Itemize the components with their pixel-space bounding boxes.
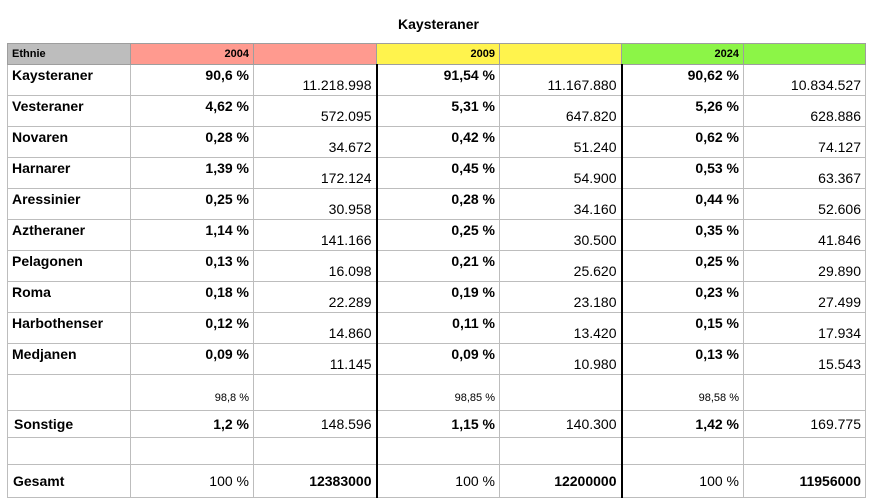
share-2024: 0,53 % (622, 158, 744, 189)
share-2004: 0,13 % (131, 251, 254, 282)
ethnicity-table (7, 43, 866, 498)
count-2024: 74.127 (744, 127, 866, 158)
table-row (8, 127, 866, 158)
table-row (8, 344, 866, 375)
total-row (8, 465, 866, 498)
ethnie-name: Vesteraner (8, 96, 131, 127)
header-year-2004: 2004 (131, 44, 254, 65)
count-2024: 17.934 (744, 313, 866, 344)
count-2009: 54.900 (500, 158, 622, 189)
subtotal-2009-empty (500, 375, 622, 411)
count-2009: 11.167.880 (500, 65, 622, 96)
spacer-cell (131, 438, 254, 465)
sonstige-count-2004: 148.596 (254, 411, 377, 438)
header-row (8, 44, 866, 65)
count-2024: 63.367 (744, 158, 866, 189)
share-2009: 0,11 % (377, 313, 500, 344)
ethnie-name: Harnarer (8, 158, 131, 189)
header-2004-fill (254, 44, 377, 65)
ethnie-name: Medjanen (8, 344, 131, 375)
share-2024: 0,62 % (622, 127, 744, 158)
table-row (8, 96, 866, 127)
count-2024: 628.886 (744, 96, 866, 127)
subtotal-2004: 98,8 % (131, 375, 254, 411)
header-2009-fill (500, 44, 622, 65)
header-ethnie: Ethnie (8, 44, 131, 65)
sonstige-name: Sonstige (8, 411, 131, 438)
spacer-cell (500, 438, 622, 465)
ethnie-name: Harbothenser (8, 313, 131, 344)
share-2009: 0,09 % (377, 344, 500, 375)
sonstige-row (8, 411, 866, 438)
count-2009: 10.980 (500, 344, 622, 375)
subtotal-2024: 98,58 % (622, 375, 744, 411)
share-2024: 0,44 % (622, 189, 744, 220)
spacer-cell (8, 438, 131, 465)
subtotal-label (8, 375, 131, 411)
gesamt-name: Gesamt (8, 465, 131, 498)
subtotal-2024-empty (744, 375, 866, 411)
table-row (8, 282, 866, 313)
count-2024: 52.606 (744, 189, 866, 220)
count-2024: 27.499 (744, 282, 866, 313)
share-2009: 0,28 % (377, 189, 500, 220)
table-row (8, 65, 866, 96)
share-2024: 0,23 % (622, 282, 744, 313)
ethnie-name: Pelagonen (8, 251, 131, 282)
sonstige-share-2004: 1,2 % (131, 411, 254, 438)
count-2004: 572.095 (254, 96, 377, 127)
ethnie-name: Novaren (8, 127, 131, 158)
share-2004: 0,18 % (131, 282, 254, 313)
count-2004: 11.145 (254, 344, 377, 375)
share-2024: 0,25 % (622, 251, 744, 282)
sonstige-count-2009: 140.300 (500, 411, 622, 438)
header-year-2009: 2009 (377, 44, 500, 65)
share-2004: 0,09 % (131, 344, 254, 375)
header-2024-fill (744, 44, 866, 65)
count-2004: 34.672 (254, 127, 377, 158)
count-2004: 16.098 (254, 251, 377, 282)
table-row (8, 189, 866, 220)
count-2004: 141.166 (254, 220, 377, 251)
count-2024: 29.890 (744, 251, 866, 282)
share-2024: 5,26 % (622, 96, 744, 127)
gesamt-count-2009: 12200000 (500, 465, 622, 498)
ethnie-name: Roma (8, 282, 131, 313)
table-title: Kaysteraner (398, 16, 479, 32)
spacer-cell (377, 438, 500, 465)
share-2004: 1,14 % (131, 220, 254, 251)
count-2009: 23.180 (500, 282, 622, 313)
count-2004: 14.860 (254, 313, 377, 344)
ethnie-name: Aztheraner (8, 220, 131, 251)
header-year-2024: 2024 (622, 44, 744, 65)
share-2024: 0,15 % (622, 313, 744, 344)
share-2004: 0,12 % (131, 313, 254, 344)
share-2004: 0,28 % (131, 127, 254, 158)
table-row (8, 158, 866, 189)
subtotal-row (8, 375, 866, 411)
share-2009: 0,45 % (377, 158, 500, 189)
gesamt-share-2024: 100 % (622, 465, 744, 498)
gesamt-share-2009: 100 % (377, 465, 500, 498)
share-2009: 0,42 % (377, 127, 500, 158)
ethnie-name: Kaysteraner (8, 65, 131, 96)
count-2004: 22.289 (254, 282, 377, 313)
count-2004: 30.958 (254, 189, 377, 220)
sonstige-count-2024: 169.775 (744, 411, 866, 438)
share-2004: 90,6 % (131, 65, 254, 96)
subtotal-2004-empty (254, 375, 377, 411)
share-2009: 0,19 % (377, 282, 500, 313)
count-2009: 25.620 (500, 251, 622, 282)
count-2009: 34.160 (500, 189, 622, 220)
sonstige-share-2024: 1,42 % (622, 411, 744, 438)
share-2009: 91,54 % (377, 65, 500, 96)
sonstige-share-2009: 1,15 % (377, 411, 500, 438)
share-2024: 0,13 % (622, 344, 744, 375)
table-body (8, 44, 866, 498)
share-2024: 90,62 % (622, 65, 744, 96)
count-2009: 51.240 (500, 127, 622, 158)
share-2009: 5,31 % (377, 96, 500, 127)
count-2009: 30.500 (500, 220, 622, 251)
count-2009: 13.420 (500, 313, 622, 344)
share-2004: 0,25 % (131, 189, 254, 220)
share-2004: 1,39 % (131, 158, 254, 189)
ethnie-name: Aressinier (8, 189, 131, 220)
gesamt-share-2004: 100 % (131, 465, 254, 498)
table-row (8, 251, 866, 282)
table-row (8, 313, 866, 344)
spacer-row (8, 438, 866, 465)
share-2009: 0,25 % (377, 220, 500, 251)
share-2004: 4,62 % (131, 96, 254, 127)
spacer-cell (744, 438, 866, 465)
table-row (8, 220, 866, 251)
count-2024: 41.846 (744, 220, 866, 251)
count-2004: 11.218.998 (254, 65, 377, 96)
spacer-cell (622, 438, 744, 465)
subtotal-2009: 98,85 % (377, 375, 500, 411)
count-2024: 10.834.527 (744, 65, 866, 96)
share-2009: 0,21 % (377, 251, 500, 282)
spacer-cell (254, 438, 377, 465)
count-2009: 647.820 (500, 96, 622, 127)
count-2024: 15.543 (744, 344, 866, 375)
gesamt-count-2024: 11956000 (744, 465, 866, 498)
count-2004: 172.124 (254, 158, 377, 189)
gesamt-count-2004: 12383000 (254, 465, 377, 498)
share-2024: 0,35 % (622, 220, 744, 251)
